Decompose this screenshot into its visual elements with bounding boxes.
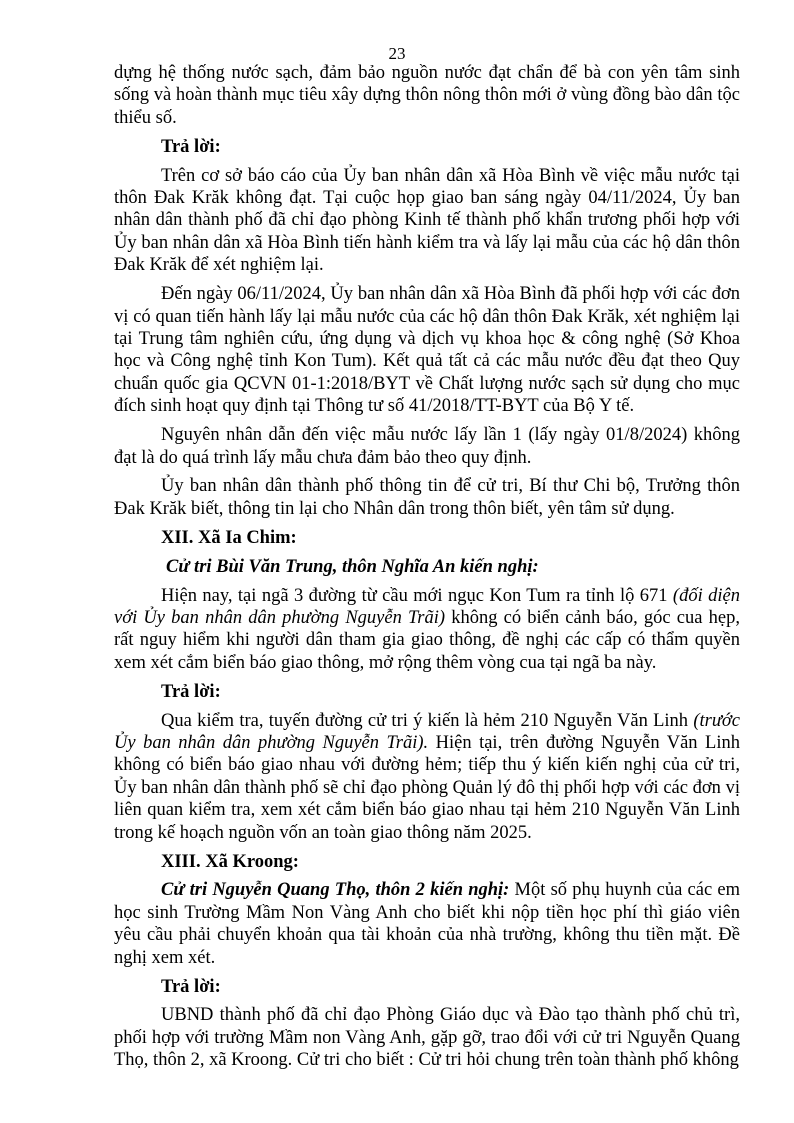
voter-heading: Cử tri Bùi Văn Trung, thôn Nghĩa An kiến nghị:	[166, 556, 539, 577]
section-heading: XIII. Xã Kroong:	[161, 851, 299, 872]
section-heading: XII. Xã Ia Chim:	[161, 527, 297, 548]
paragraph: Nguyên nhân dẫn đến việc mẫu nước lấy lần 1 (lấy ngày 01/8/2024) không đạt là do quá trình lấy mẫu chưa đảm bảo theo quy định.	[114, 425, 740, 468]
answer-heading: Trả lời:	[161, 136, 221, 157]
voter-heading: Cử tri Nguyễn Quang Thọ, thôn 2 kiến nghị:	[161, 880, 510, 901]
paragraph: Trên cơ sở báo cáo của Ủy ban nhân dân xã Hòa Bình về việc mẫu nước tại thôn Đak Krăk không đạt. Tại cuộc họp giao ban sáng ngày 04/11/2024, Ủy ban nhân dân thành phố đã chỉ đạo phòng Kinh tế thành phố khẩn trương phối hợp với Ủy ban nhân dân xã Hòa Bình tiến hành kiểm tra và lấy lại mẫu của các hộ dân thôn Đak Krăk để xét nghiệm lại.	[114, 165, 740, 276]
paragraph	[114, 710, 740, 844]
italic-text: (trước Ủy ban nhân dân phường Nguyễn Trãi).	[114, 710, 740, 753]
paragraph-continuation: dựng hệ thống nước sạch, đảm bảo nguồn nước đạt chẩn để bà con yên tâm sinh sống và hoàn thành mục tiêu xây dựng thôn nông thôn mới ở vùng đồng bào dân tộc thiểu số.	[114, 63, 740, 128]
document-body	[114, 62, 740, 1078]
answer-heading: Trả lời:	[161, 681, 221, 702]
text: Hiện nay, tại ngã 3 đường từ cầu mới ngục Kon Tum ra tỉnh lộ 671	[161, 585, 673, 606]
paragraph	[114, 585, 740, 675]
page-number: 23	[388, 44, 406, 63]
text: Qua kiểm tra, tuyến đường cử tri ý kiến là hẻm 210 Nguyễn Văn Linh	[161, 710, 694, 731]
paragraph: UBND thành phố đã chỉ đạo Phòng Giáo dục và Đào tạo thành phố chủ trì, phối hợp với trường Mầm non Vàng Anh, gặp gỡ, trao đổi với cử tri Nguyễn Quang Thọ, thôn 2, xã Kroong. Cử tri cho biết : Cử tri hỏi chung trên toàn thành phố không	[114, 1005, 740, 1071]
text: Hiện tại, trên đường Nguyễn Văn Linh không có biển báo giao nhau với đường hẻm; tiếp thu ý kiến kiến nghị của cử tri, Ủy ban nhân dân thành phố sẽ chỉ đạo phòng Quản lý đô thị phối hợp với các đơn vị liên quan kiểm tra, xem xét cắm biển báo giao nhau tại hẻm 210 Nguyễn Văn Linh trong kế hoạch nguồn vốn an toàn giao thông năm 2025.	[114, 732, 740, 843]
paragraph	[114, 879, 740, 969]
paragraph: Đến ngày 06/11/2024, Ủy ban nhân dân xã Hòa Bình đã phối hợp với các đơn vị có quan tiến hành lấy lại mẫu nước của các hộ dân thôn Đak Krăk, xét nghiệm lại tại Trung tâm nghiên cứu, ứng dụng và dịch vụ khoa học & công nghệ (Sở Khoa học và Công nghệ tỉnh Kon Tum). Kết quả tất cả các mẫu nước đều đạt theo Quy chuẩn quốc gia QCVN 01-1:2018/BYT về Chất lượng nước sạch sử dụng cho mục đích sinh hoạt quy định tại Thông tư số 41/2018/TT-BYT của Bộ Y tế.	[114, 284, 740, 417]
answer-heading: Trả lời:	[161, 976, 221, 997]
text: không có biển cảnh báo, góc cua hẹp, rất nguy hiểm khi người dân tham gia giao thông, đề nghị các cấp có thẩm quyền xem xét cắm biển báo giao thông, mở rộng thêm vòng cua tại ngã ba này.	[114, 607, 740, 673]
text: Một số phụ huynh của các em học sinh Trường Mầm Non Vàng Anh cho biết khi nộp tiền học phí thì giáo viên yêu cầu phải chuyển khoản qua tài khoản của nhà trường, không thu tiền mặt. Đề nghị xem xét.	[114, 880, 740, 968]
italic-text: (đối diện với Ủy ban nhân dân phường Nguyễn Trãi)	[114, 585, 740, 628]
paragraph: Ủy ban nhân dân thành phố thông tin để cử tri, Bí thư Chi bộ, Trưởng thôn Đak Krăk biết, thông tin lại cho Nhân dân trong thôn biết, yên tâm sử dụng.	[114, 476, 740, 519]
